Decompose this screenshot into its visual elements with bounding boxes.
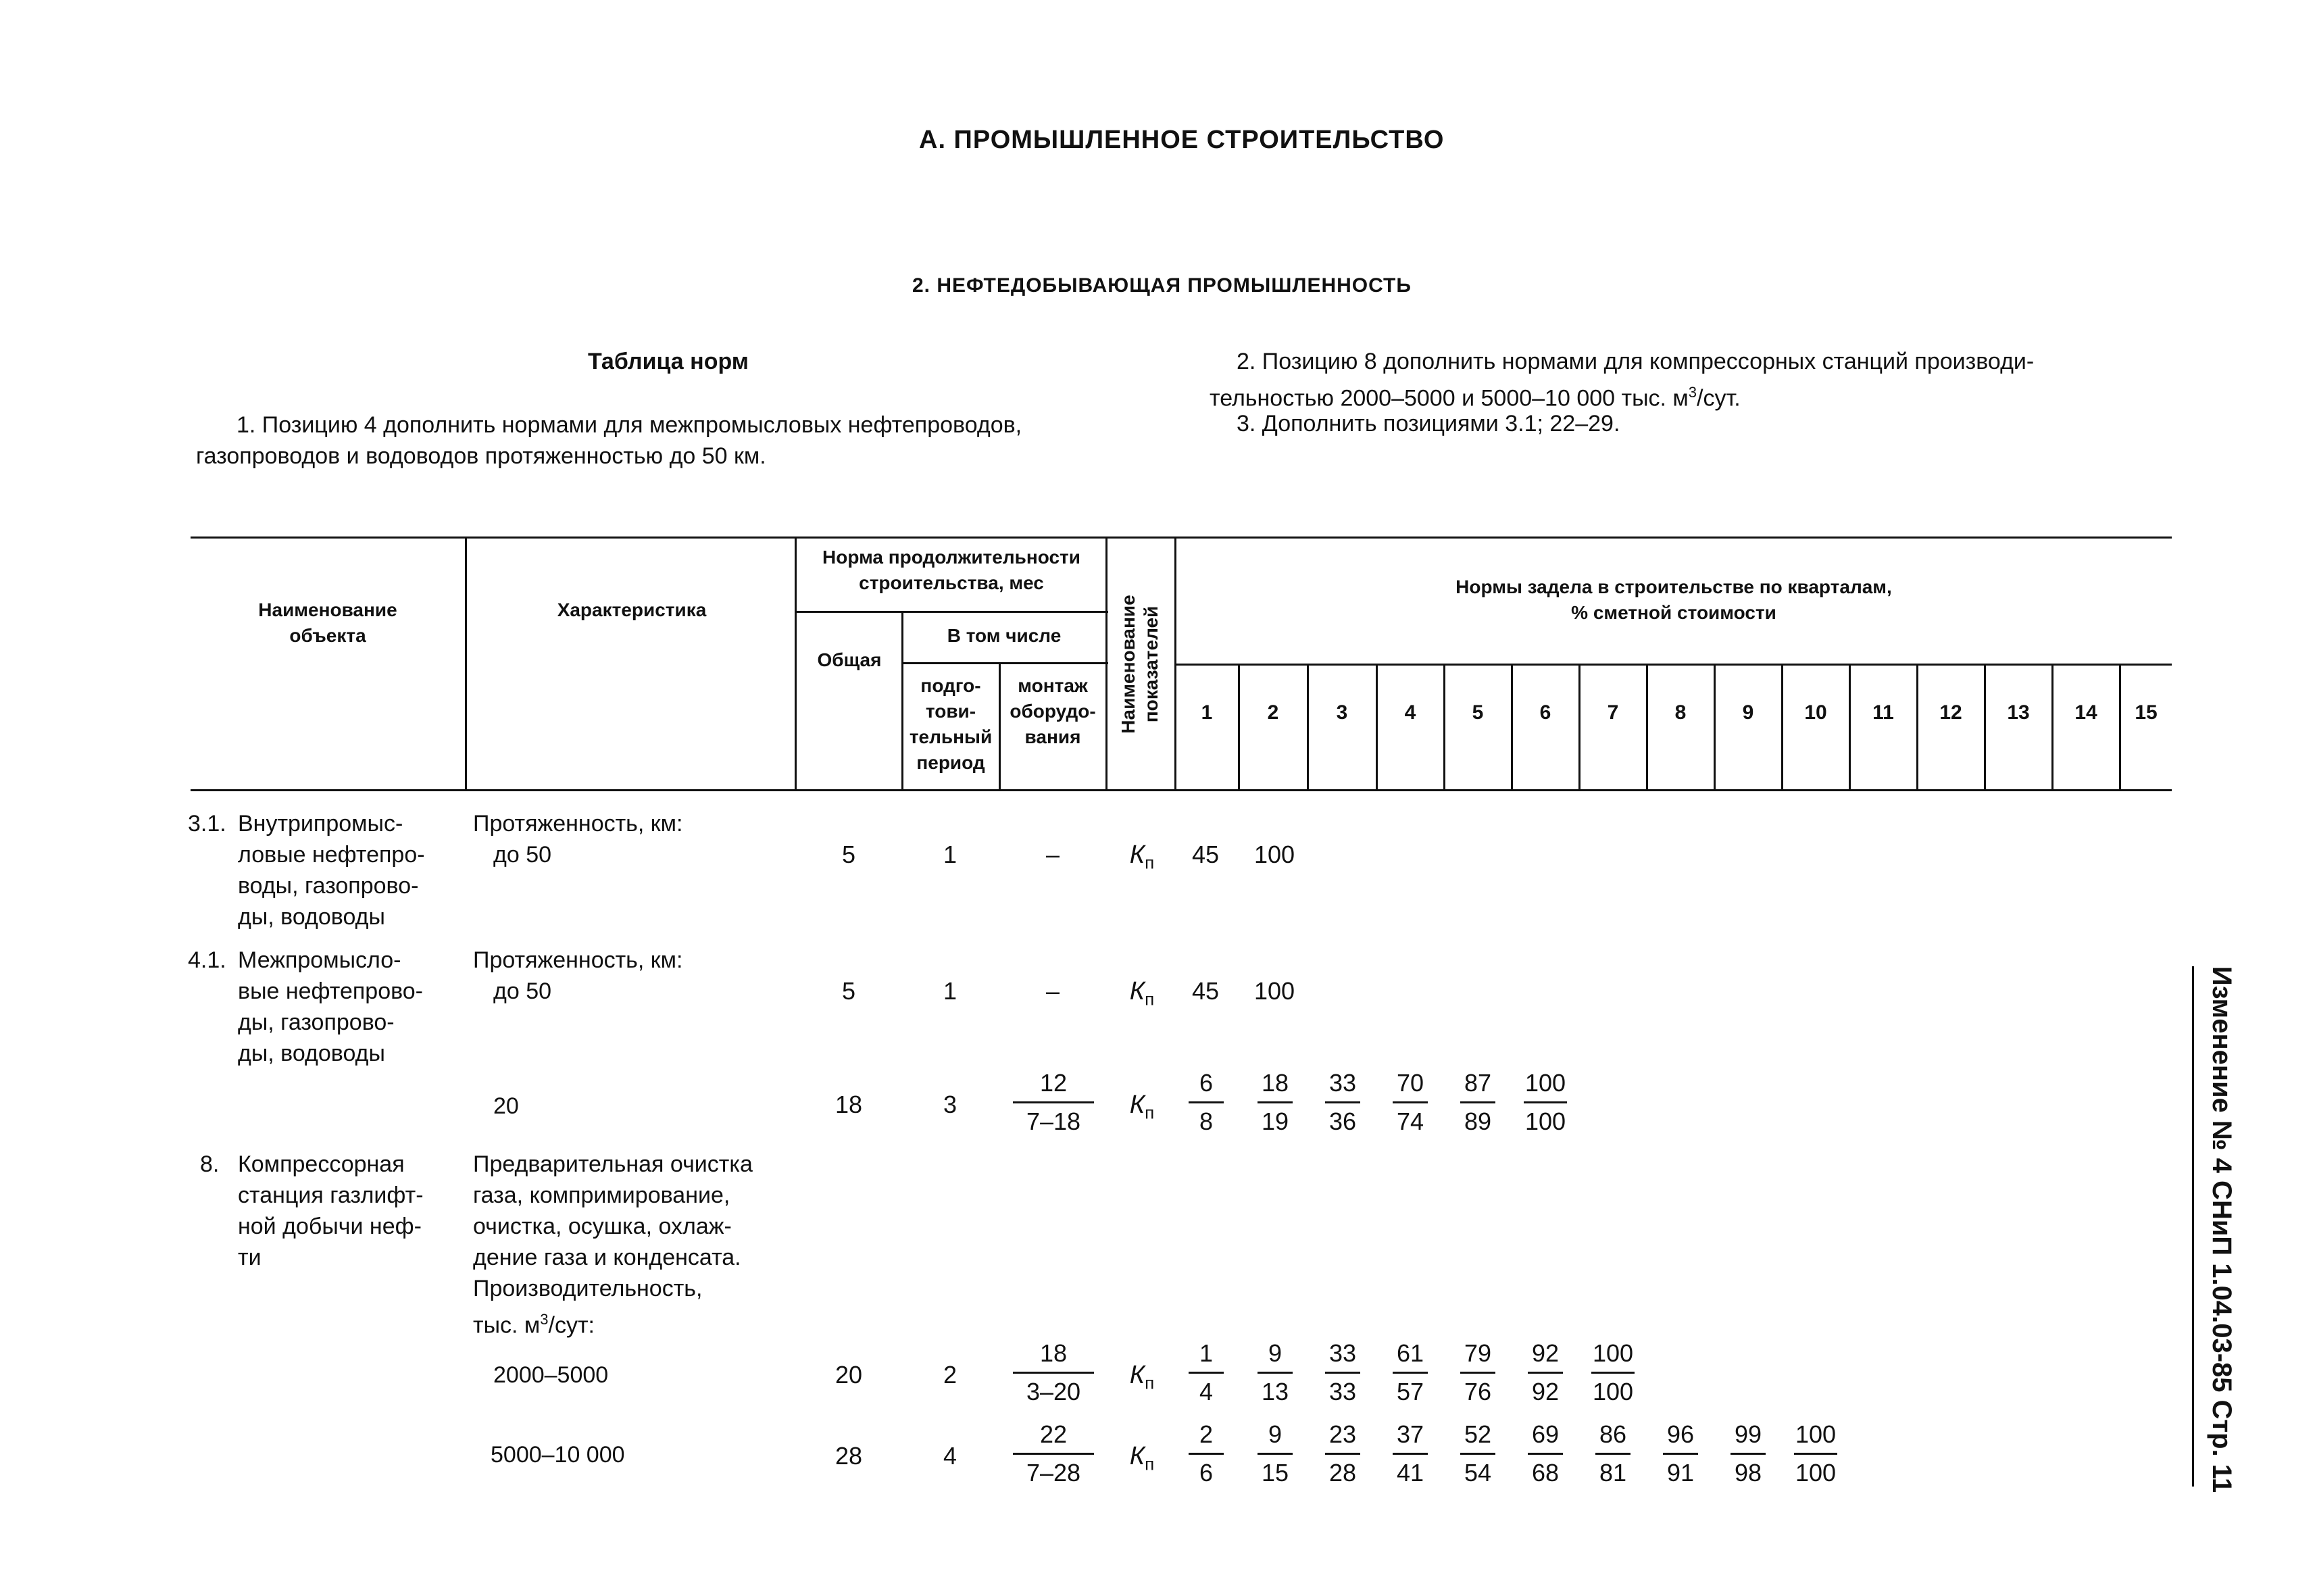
quarter-value: 18 19 — [1238, 1068, 1312, 1137]
quarter-value: 6 8 — [1169, 1068, 1243, 1137]
col-divider-2 — [795, 537, 797, 791]
quarter-number: 8 — [1674, 701, 1687, 724]
prep-period: 1 — [943, 977, 957, 1005]
q-divider — [1376, 664, 1378, 791]
q-divider — [1781, 664, 1783, 791]
indicator-kp: $К_п$ — [1129, 1442, 1155, 1474]
side-rule — [2192, 966, 2194, 1487]
object-name: Компрессорная станция газлифт- ной добычи неф- ти — [238, 1151, 424, 1270]
equipment-mount: 18 3–20 — [996, 1338, 1111, 1407]
header-including: В том числе — [947, 625, 1062, 646]
header-equipment-mount: монтаж оборудо- вания — [1010, 675, 1096, 747]
quarter-value: 45 — [1191, 977, 1220, 1005]
q-divider — [1916, 664, 1918, 791]
header-norm-duration: Норма продолжительности строительства, мес — [822, 547, 1080, 593]
equipment-mount: – — [1045, 841, 1060, 868]
section-title: А. ПРОМЫШЛЕННОЕ СТРОИТЕЛЬСТВО — [919, 126, 1445, 154]
object-name: Внутрипромыс- ловые нефтепро- воды, газопрово- ды, водоводы — [238, 811, 425, 930]
characteristic: Предварительная очистка газа, компримирование, очистка, осушка, охлаж- дение газа и конденсата. Производительность, тыс. $м^3$/сут: — [473, 1151, 753, 1339]
quarter-value: 92 92 — [1508, 1338, 1583, 1407]
indicator-kp: $К_п$ — [1129, 977, 1155, 1009]
quarter-value: 100 — [1253, 841, 1295, 868]
quarter-value: 23 28 — [1305, 1419, 1380, 1489]
quarter-number: 15 — [2135, 701, 2158, 724]
prep-period: 4 — [943, 1442, 957, 1470]
quarter-value: 79 76 — [1441, 1338, 1515, 1407]
paragraph-2-line-2: тельностью 2000–5000 и 5000–10 000 тыс. $м^3$/сут. — [1210, 384, 1741, 412]
quarter-number: 4 — [1404, 701, 1416, 724]
quarter-value: 33 33 — [1305, 1338, 1380, 1407]
table-header-bottom-rule — [191, 789, 2172, 791]
quarter-value: 86 81 — [1576, 1419, 1650, 1489]
prep-period: 3 — [943, 1091, 957, 1118]
quarter-number: 13 — [2007, 701, 2030, 724]
paragraph-1-line-1: 1. Позицию 4 дополнить нормами для межпромысловых нефтепроводов, — [237, 412, 1022, 438]
total-duration: 5 — [841, 841, 856, 868]
quarter-value: 37 41 — [1373, 1419, 1447, 1489]
q-divider — [1849, 664, 1851, 791]
row-number: 3.1. — [188, 811, 226, 837]
header-indicator-name: Наименование показателей — [1118, 595, 1162, 734]
table-caption: Таблица норм — [588, 349, 749, 374]
q-divider — [1511, 664, 1513, 791]
q-divider — [1307, 664, 1309, 791]
quarter-number: 14 — [2074, 701, 2097, 724]
row-number: 8. — [200, 1151, 220, 1177]
q-divider — [1714, 664, 1716, 791]
characteristic: 20 — [493, 1093, 519, 1119]
object-name: Межпромысло- вые нефтепрово- ды, газопрово- ды, водоводы — [238, 947, 424, 1066]
quarter-number: 10 — [1804, 701, 1827, 724]
quarter-value: 2 6 — [1169, 1419, 1243, 1489]
header-total: Общая — [817, 649, 882, 670]
q-divider — [1443, 664, 1445, 791]
quarter-number: 1 — [1201, 701, 1213, 724]
quarter-value: 1 4 — [1169, 1338, 1243, 1407]
paragraph-2-line-1: 2. Позицию 8 дополнить нормами для компрессорных станций производи- — [1237, 349, 2035, 374]
characteristic: Протяженность, км: до 50 — [473, 947, 683, 1004]
quarter-number: 2 — [1267, 701, 1279, 724]
quarter-value: 100 — [1253, 977, 1295, 1005]
prep-period: 2 — [943, 1361, 957, 1389]
quarter-number: 9 — [1742, 701, 1754, 724]
indicator-kp: $К_п$ — [1129, 1361, 1155, 1393]
norm-sub-rule — [795, 611, 1108, 613]
row-number: 4.1. — [188, 947, 226, 973]
quarter-value: 61 57 — [1373, 1338, 1447, 1407]
quarter-value: 70 74 — [1373, 1068, 1447, 1137]
total-duration: 18 — [835, 1091, 863, 1118]
incl-sub-rule — [901, 662, 1108, 664]
quarter-value: 69 68 — [1508, 1419, 1583, 1489]
header-characteristic: Характеристика — [557, 599, 707, 620]
col-divider-1 — [465, 537, 467, 791]
characteristic: Протяженность, км: до 50 — [473, 811, 683, 868]
q-divider — [1238, 664, 1240, 791]
header-reserve-norms: Нормы задела в строительстве по кварталам, % сметной стоимости — [1455, 576, 1892, 623]
indicator-kp: $К_п$ — [1129, 1091, 1155, 1123]
equipment-mount: 12 7–18 — [996, 1068, 1111, 1137]
quarter-value: 100 100 — [1592, 1339, 1634, 1405]
col-divider-5 — [1105, 537, 1107, 791]
paragraph-3: 3. Дополнить позициями 3.1; 22–29. — [1237, 411, 1620, 437]
header-prep-period: подго- тови- тельный период — [909, 675, 993, 773]
quarter-value: 100 100 — [1524, 1069, 1566, 1135]
quarter-number: 12 — [1939, 701, 1962, 724]
characteristic: 5000–10 000 — [491, 1442, 625, 1468]
indicator-kp: $К_п$ — [1129, 841, 1155, 873]
quarter-number: 5 — [1472, 701, 1484, 724]
quarter-value: 96 91 — [1643, 1419, 1718, 1489]
total-duration: 5 — [841, 977, 856, 1005]
quarters-sub-rule — [1176, 664, 2172, 666]
quarter-number: 11 — [1872, 701, 1894, 724]
total-duration: 20 — [835, 1361, 863, 1389]
q-divider — [2051, 664, 2053, 791]
q-divider — [2119, 664, 2121, 791]
q-divider — [1646, 664, 1648, 791]
table-top-rule — [191, 537, 2172, 539]
quarter-value: 45 — [1191, 841, 1220, 868]
total-duration: 28 — [835, 1442, 863, 1470]
paragraph-1-line-2: газопроводов и водоводов протяженностью до 50 км. — [196, 443, 766, 469]
quarter-value: 100 100 — [1795, 1420, 1837, 1487]
quarter-number: 7 — [1607, 701, 1619, 724]
equipment-mount: 22 7–28 — [996, 1419, 1111, 1489]
prep-period: 1 — [943, 841, 957, 868]
q-divider — [1578, 664, 1580, 791]
side-note: Изменение № 4 СНиП 1.04.03-85 Стр. 11 — [2207, 966, 2237, 1493]
quarter-value: 9 15 — [1238, 1419, 1312, 1489]
equipment-mount: – — [1045, 977, 1060, 1005]
quarter-value: 99 98 — [1711, 1419, 1785, 1489]
header-object-name: Наименование объекта — [258, 599, 397, 646]
quarter-number: 3 — [1336, 701, 1348, 724]
q-divider — [1984, 664, 1986, 791]
quarter-value: 87 89 — [1441, 1068, 1515, 1137]
quarter-number: 6 — [1539, 701, 1551, 724]
characteristic: 2000–5000 — [493, 1362, 609, 1388]
subsection-title: 2. НЕФТЕДОБЫВАЮЩАЯ ПРОМЫШЛЕННОСТЬ — [912, 274, 1412, 297]
quarter-value: 33 36 — [1305, 1068, 1380, 1137]
quarter-value: 52 54 — [1441, 1419, 1515, 1489]
quarter-value: 9 13 — [1238, 1338, 1312, 1407]
